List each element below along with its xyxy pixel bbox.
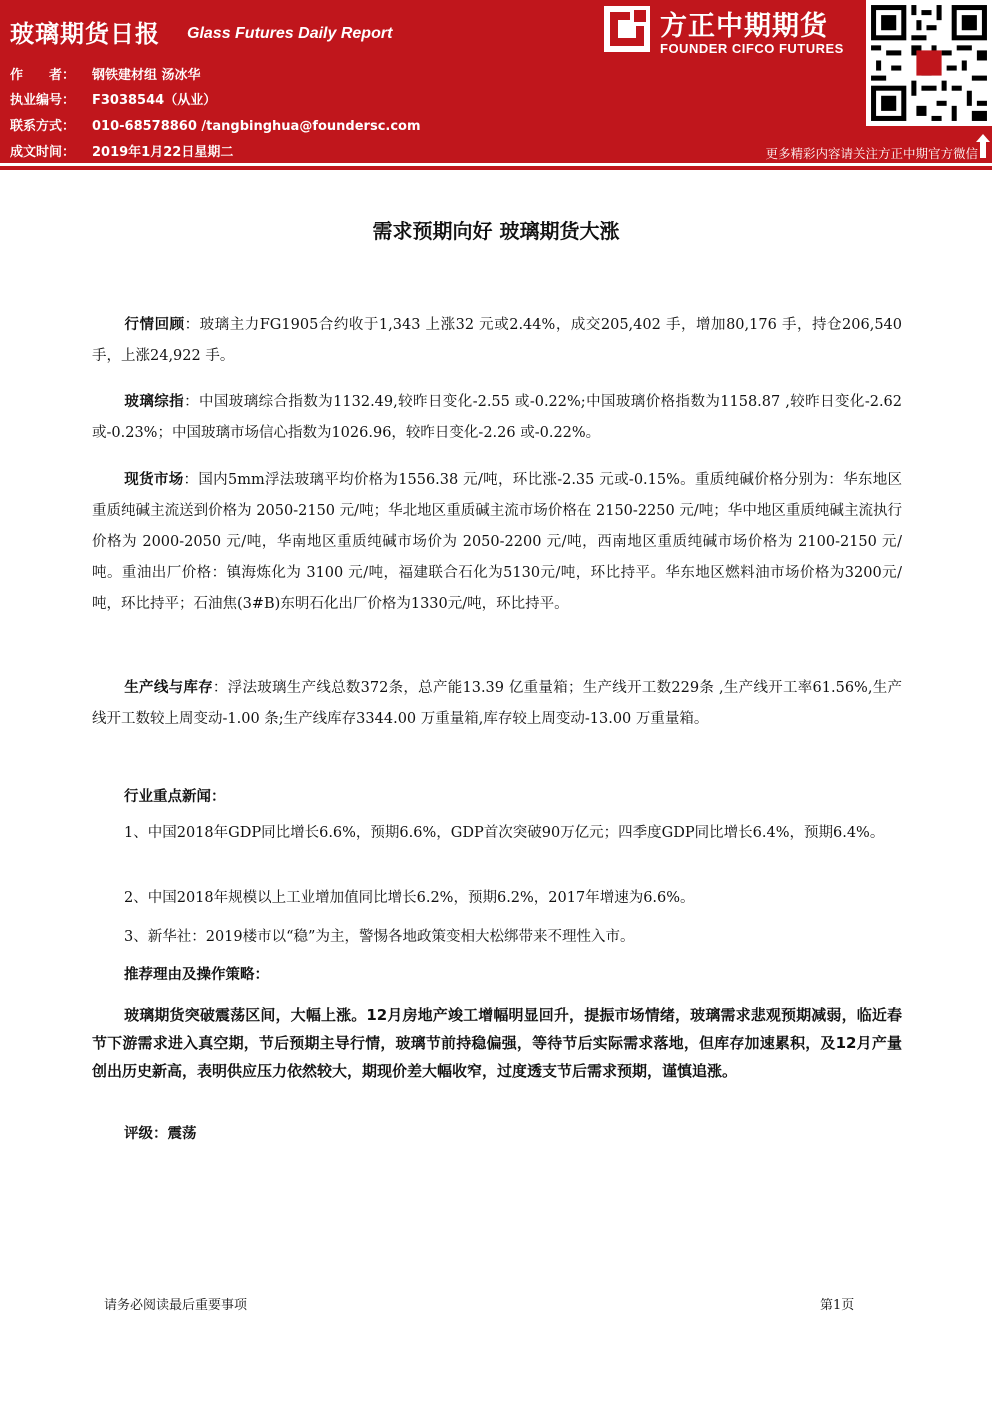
qr-code-icon [866,0,992,126]
meta-label: 执业编号： [10,93,76,108]
report-title: 玻璃期货日报 [10,20,160,48]
news-heading-text: 行业重点新闻： [124,789,226,805]
rating-text: 评级：震荡 [124,1126,197,1142]
section-text: ：中国玻璃综合指数为1132.49,较昨日变化-2.55 或-0.22%;中国玻璃价格指数为1158.87 ,较昨日变化-2.62 或-0.23%；中国玻璃市场信心指数为1026.96，较昨日变化-2.26 或-0.22%。 [92,394,903,441]
section-key: 玻璃综指 [124,394,185,410]
company-logo-icon [604,6,650,52]
meta-license [10,89,216,108]
section-text: ：浮法玻璃生产线总数372条，总产能13.39 亿重量箱；生产线开工数229条 ,生产线开工率61.56%,生产线开工数较上周变动-1.00 条;生产线库存3344.00 万重量箱,库存较上周变动-13.00 万重量箱。 [92,680,902,727]
section-glass-index [92,387,902,449]
news-item [92,820,902,847]
meta-value: 钢铁建材组 汤冰华 [92,68,201,83]
news-item-text: 3、新华社：2019楼市以“稳”为主，警惕各地政策变相大松绑带来不理性入市。 [124,929,635,945]
news-item-text: 2、中国2018年规模以上工业增加值同比增长6.2%，预期6.2%，2017年增速为6.6%。 [124,890,695,906]
section-spot-market [92,465,902,620]
meta-value: 2019年1月22日星期二 [92,145,234,160]
meta-label: 作 者： [10,68,76,83]
strategy-heading [92,960,902,991]
meta-author [10,64,201,83]
news-item [92,924,902,951]
company-name-cn: 方正中期期货 [660,11,828,42]
page-number: 第1页 [820,1298,855,1313]
news-item [92,885,902,912]
strategy-body [92,1001,902,1085]
news-item-text: 1、中国2018年GDP同比增长6.6%，预期6.6%，GDP首次突破90万亿元；四季度GDP同比增长6.4%，预期6.4%。 [124,825,885,841]
section-key: 生产线与库存 [124,680,213,696]
footer-notice: 请务必阅读最后重要事项 [104,1298,248,1313]
arrow-up-icon [976,134,990,158]
section-text: ：玻璃主力FG1905合约收于1,343 上涨32 元或2.44%，成交205,402 手，增加80,176 手，持仓206,540 手，上涨24,922 手。 [92,317,902,364]
section-key: 现货市场 [124,472,184,488]
strategy-text: 玻璃期货突破震荡区间，大幅上涨。12月房地产竣工增幅明显回升，提振市场情绪，玻璃需求悲观预期减弱，临近春节下游需求进入真空期，节后预期主导行情，玻璃节前持稳偏强，等待节后实际需求落地，但库存加速累积，及12月产量创出历史新高，表明供应压力依然较大，期现价差大幅收窄，过度透支节后需求预期，谨慎追涨。 [92,1006,902,1080]
meta-value: F3038544（从业） [92,93,217,108]
meta-label: 成文时间： [10,145,76,160]
section-production [92,673,902,735]
header-divider [0,166,992,170]
meta-date [10,141,233,160]
news-heading [92,782,902,813]
company-name-en: FOUNDER CIFCO FUTURES [660,41,844,56]
document-title: 需求预期向好 玻璃期货大涨 [372,219,620,243]
meta-value: 010-68578860 /tangbinghua@foundersc.com [92,119,421,134]
section-market-review [92,310,902,372]
meta-label: 联系方式： [10,119,76,134]
report-title-en: Glass Futures Daily Report [187,25,393,42]
meta-contact [10,115,421,134]
rating [92,1119,902,1150]
strategy-heading-text: 推荐理由及操作策略： [124,967,269,983]
section-text: ：国内5mm浮法玻璃平均价格为1556.38 元/吨，环比涨-2.35 元或-0.15%。重质纯碱价格分别为：华东地区重质纯碱主流送到价格为 2050-2150 元/吨；华北地区重质碱主流市场价格在 2150-2250 元/吨；华中地区重质纯碱主流执行价格为 2000-2050 元/吨，华南地区重质纯碱市场价为 2050-2200 元/吨，西南地区重质纯碱市场价格为 2100-2150 元/吨。重油出厂价格：镇海炼化为 3100 元/吨，福建联合石化为5130元/吨，环比持平。华东地区燃料油市场价格为3200元/吨，环比持平；石油焦(3#B)东明石化出厂价格为1330元/吨，环比持平。 [92,472,903,612]
follow-wechat-text: 更多精彩内容请关注方正中期官方微信 [765,146,978,161]
section-key: 行情回顾 [124,317,185,333]
